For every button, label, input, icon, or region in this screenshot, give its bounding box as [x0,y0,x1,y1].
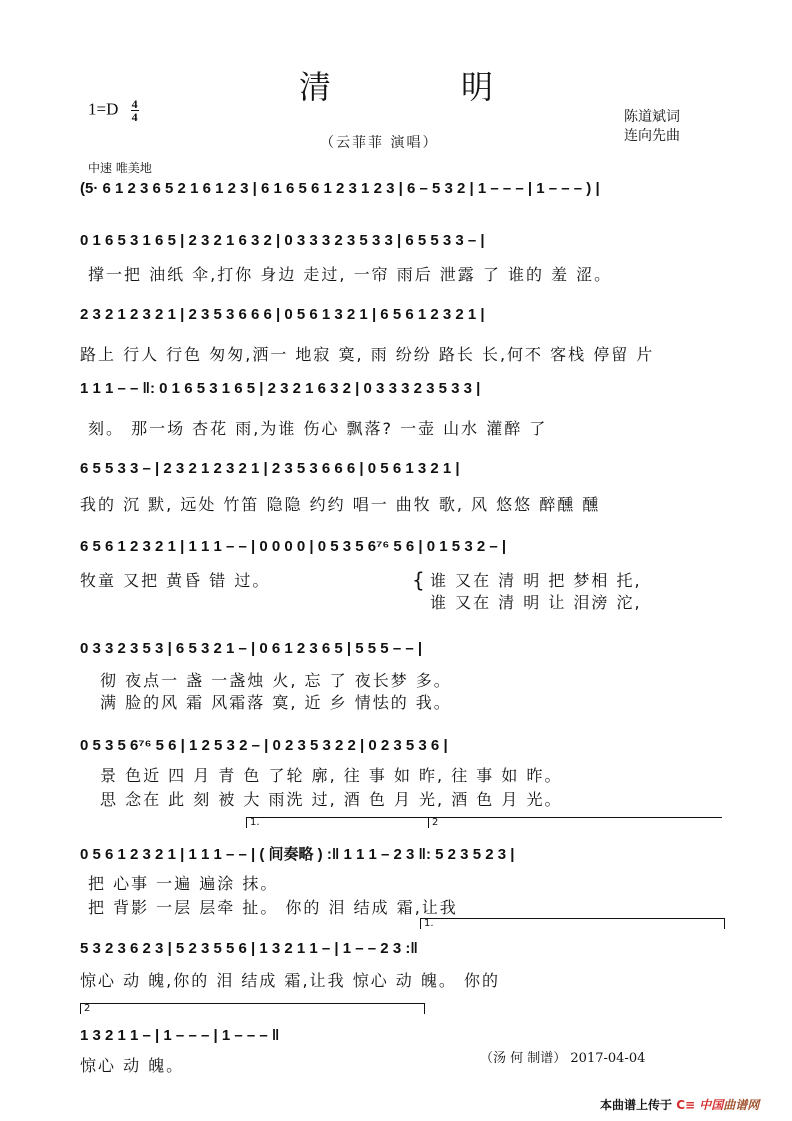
singer-credit: （云菲菲 演唱） [320,135,439,151]
volta-2: 2 [80,1003,425,1014]
notes-row: 6 5 6 1 2 3 2 1 | 1 1 1 – – | 0 0 0 0 | 0 5 3 5 6⁷⁶ 5 6 | 0 1 5 3 2 – | [80,538,507,555]
score-line-10 [80,918,720,990]
brand-name-b: 曲谱网 [723,1098,760,1112]
score-line-4 [80,380,720,438]
notes-row: 0 5 6 1 2 3 2 1 | 1 1 1 – – | ( 间奏略 ) :‖ 1 1 1 – 2 3 ‖: 5 2 3 5 2 3 | [80,846,515,863]
notes-row: 2 3 2 1 2 3 2 1 | 2 3 5 3 6 6 6 | 0 5 6 1 3 2 1 | 6 5 6 1 2 3 2 1 | [80,306,485,323]
notes-row: 1 3 2 1 1 – | 1 – – – | 1 – – – ‖ [80,1027,280,1044]
tempo-marking: 中速 唯美地 [88,161,152,175]
verse2-lyrics: 谁 又在 清 明 让 泪滂 沱, [430,593,642,612]
lyrics-row: 刻。 那一场 杏花 雨,为谁 伤心 飘落? 一壶 山水 灌醉 了 [88,419,548,438]
verse1-lyrics: 景 色近 四 月 青 色 了轮 廓, 往 事 如 昨, 往 事 如 昨。 [100,766,563,785]
lyrics-row: 牧童 又把 黄昏 错 过。 [80,571,271,590]
score-line-1 [80,180,720,220]
notes-row: 0 3 3 2 3 5 3 | 6 5 3 2 1 – | 0 6 1 2 3 6 5 | 5 5 5 – – | [80,640,423,657]
transcriber-credit [480,1047,645,1066]
lyrics-row: 撑一把 油纸 伞,打你 身边 走过, 一帘 雨后 泄露 了 谁的 羞 涩。 [88,265,613,284]
verse2-lyrics: 把 背影 一层 层牵 扯。 你的 泪 结成 霜,让我 [88,898,458,917]
notes-row: 1 1 1 – – ‖: 0 1 6 5 3 1 6 5 | 2 3 2 1 6 3 2 | 0 3 3 3 2 3 5 3 3 | [80,380,481,397]
score-line-9 [80,817,720,917]
time-sig-numerator: 4 [131,97,138,111]
score-line-8 [80,737,720,809]
notes-row: 5 3 2 3 6 2 3 | 5 2 3 5 5 6 | 1 3 2 1 1 – | 1 – – 2 3 :‖ [80,940,418,957]
date: 2017-04-04 [570,1051,646,1066]
time-sig-denominator: 4 [131,110,138,124]
score-line-2 [80,232,720,284]
lyrics-row: 惊心 动 魄。 [80,1056,185,1075]
score-line-5 [80,460,720,514]
lyrics-row: 路上 行人 行色 匆匆,洒一 地寂 寞, 雨 纷纷 路长 长,何不 客栈 停留 片 [80,345,655,364]
author-credits [624,108,680,146]
verse1-lyrics: 彻 夜点一 盏 一盏烛 火, 忘 了 夜长梦 多。 [100,671,452,690]
volta-2: 2 [428,817,722,828]
title-char-2: 明 [461,68,494,106]
volta-1: 1. [246,817,430,828]
score-line-6 [80,538,720,612]
notes-row: 0 5 3 5 6⁷⁶ 5 6 | 1 2 5 3 2 – | 0 2 3 5 3 2 2 | 0 2 3 5 3 6 | [80,737,448,754]
notes-row: 6 5 5 3 3 – | 2 3 2 1 2 3 2 1 | 2 3 5 3 6 6 6 | 0 5 6 1 3 2 1 | [80,460,460,477]
key-text: 1=D [88,99,119,119]
lyrics-row: 我的 沉 默, 远处 竹笛 隐隐 约约 唱一 曲牧 歌, 风 悠悠 醉醺 醺 [80,495,601,514]
title-char-1: 清 [298,68,331,106]
verse1-lyrics: 把 心事 一遍 遍涂 抹。 [88,874,279,893]
composer: 连向先曲 [624,128,680,144]
volta-1: 1. [420,918,725,929]
notes-row: (5· 6 1 2 3 6 5 2 1 6 1 2 3 | 6 1 6 5 6 1 2 3 1 2 3 | 6 – 5 3 2 | 1 – – – | 1 – – – ) | [80,180,600,197]
site-watermark [600,1096,759,1113]
score-line-7 [80,640,720,712]
time-signature [131,98,139,123]
verse-brace: { [412,568,427,592]
verse2-lyrics: 满 脸的风 霜 风霜落 寞, 近 乡 情怯的 我。 [100,693,452,712]
score-line-3 [80,306,720,364]
notes-row: 0 1 6 5 3 1 6 5 | 2 3 2 1 6 3 2 | 0 3 3 3 2 3 5 3 3 | 6 5 5 3 3 – | [80,232,485,249]
verse2-lyrics: 思 念在 此 刻 被 大 雨洗 过, 酒 色 月 光, 酒 色 月 光。 [100,790,563,809]
watermark-prefix: 本曲谱上传于 [600,1098,673,1112]
key-signature [88,98,139,123]
verse1-lyrics: 谁 又在 清 明 把 梦相 托, [430,571,642,590]
transcriber: （汤 何 制谱） [480,1051,567,1066]
lyrics-row: 惊心 动 魄,你的 泪 结成 霜,让我 惊心 动 魄。 你的 [80,971,500,990]
site-logo-icon: C≡ [676,1098,696,1112]
lyricist: 陈道斌词 [624,109,680,125]
brand-name-a: 中国 [699,1098,724,1112]
